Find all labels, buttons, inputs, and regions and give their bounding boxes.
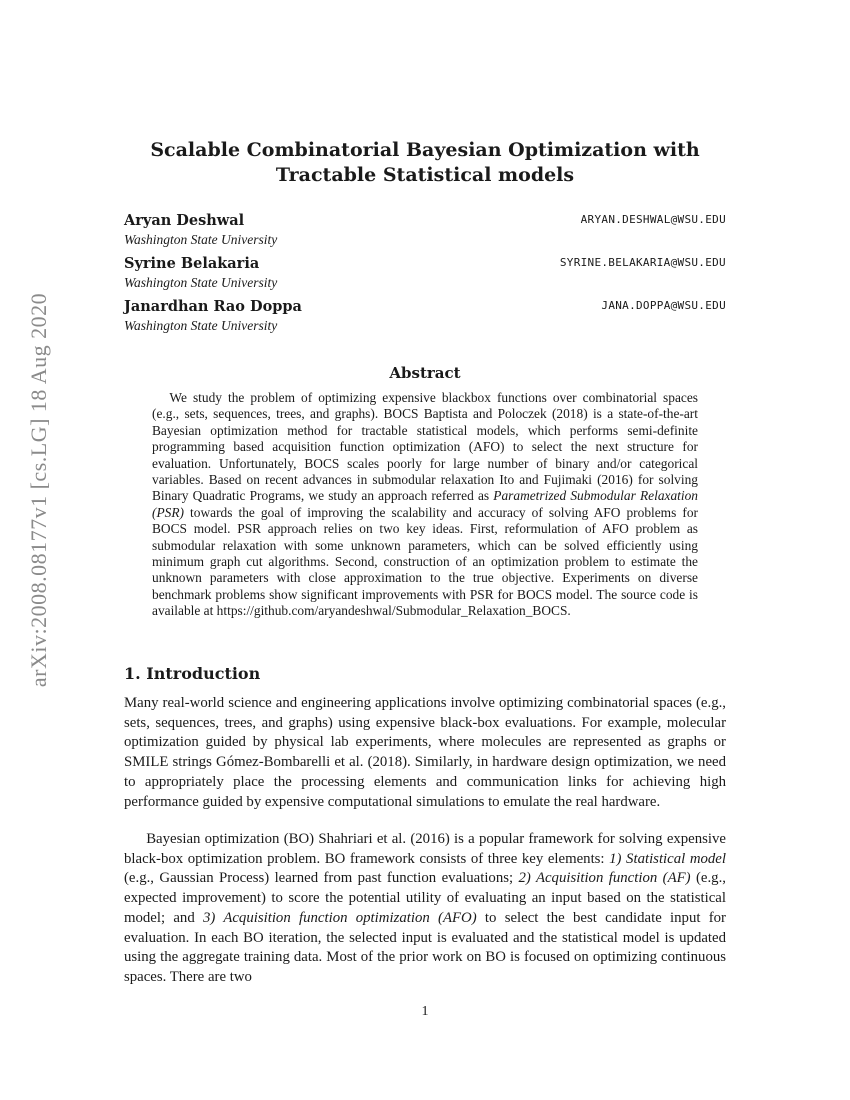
author-email[interactable]: SYRINE.BELAKARIA@WSU.EDU	[559, 256, 726, 269]
page-number: 1	[421, 1004, 429, 1019]
author-email[interactable]: ARYAN.DESHWAL@WSU.EDU	[580, 213, 726, 226]
paragraph-emphasis: 2) Acquisition function (AF)	[518, 870, 691, 887]
arxiv-sidebar	[18, 290, 60, 690]
paragraph-text: Bayesian optimization (BO) Shahriari et al. (2016) is a popular framework for solving expensive black-box optimization problem. BO framework consists of three key elements:	[124, 831, 726, 867]
paragraph-emphasis: 1) Statistical model	[609, 850, 726, 867]
abstract-emphasis: Parametrized Submodular Relaxation (PSR)	[152, 488, 698, 520]
abstract-body	[152, 390, 698, 620]
paper-title	[120, 138, 730, 188]
author-name: Syrine Belakaria	[124, 255, 260, 272]
arxiv-identifier: arXiv:2008.08177v1 [cs.LG] 18 Aug 2020	[26, 292, 51, 688]
paragraph-emphasis: 3) Acquisition function optimization (AFO)	[203, 909, 477, 926]
author-email[interactable]: JANA.DOPPA@WSU.EDU	[601, 299, 726, 312]
author-affiliation: Washington State University	[124, 275, 278, 290]
author-name: Janardhan Rao Doppa	[124, 298, 302, 315]
section-heading: 1. Introduction	[124, 664, 261, 683]
author-affiliation: Washington State University	[124, 318, 278, 333]
author-block	[124, 254, 726, 292]
paragraph-text: to select the best candidate input for evaluation. In each BO iteration, the selected input is evaluated and the statistical model is updated using the aggregate training data. Most of the prior work on BO is focused on optimizing continuous spaces. There are two	[124, 909, 726, 985]
paragraph-text: (e.g., expected improvement) to score the potential utility of evaluating an input based on the statistical model; and	[124, 870, 726, 926]
author-block	[124, 211, 726, 249]
title-line-1: Scalable Combinatorial Bayesian Optimization with	[150, 139, 700, 161]
paragraph-text: (e.g., Gaussian Process) learned from past function evaluations;	[124, 870, 519, 887]
author-block	[124, 297, 726, 335]
abstract-heading: Abstract	[389, 364, 461, 382]
title-line-2: Tractable Statistical models	[275, 164, 575, 186]
author-affiliation: Washington State University	[124, 232, 278, 247]
intro-paragraph-2	[124, 830, 726, 988]
abstract-text: We study the problem of optimizing expensive blackbox functions over combinatorial spaces (e.g., sets, sequences, trees, and graphs). BOCS Baptista and Poloczek (2018) is a state-of-the-art Bayesian optimization method for tractable statistical models, which performs semi-definite programming based acquisition function optimization (AFO) to select the next structure for evaluation. Unfortunately, BOCS scales poorly for large number of binary and/or categorical variables. Based on recent advances in submodular relaxation Ito and Fujimaki (2016) for solving Binary Quadratic Programs, we study an approach referred as	[152, 390, 698, 504]
author-name: Aryan Deshwal	[124, 212, 245, 229]
abstract-text: towards the goal of improving the scalability and accuracy of solving AFO problems for BOCS model. PSR approach relies on two key ideas. First, reformulation of AFO problem as submodular relaxation with some unknown parameters, which can be solved efficiently using minimum graph cut algorithms. Second, construction of an optimization problem to estimate the unknown parameters with close approximation to the true objective. Experiments on diverse benchmark problems show significant improvements with PSR for BOCS model. The source code is available at https://github.com/aryandeshwal/Submodular_Relaxation_BOCS.	[152, 504, 698, 619]
intro-paragraph-1: Many real-world science and engineering applications involve optimizing combinatorial spaces (e.g., sets, sequences, trees, and graphs) using expensive black-box evaluations. For example, molecular optimization guided by physical lab experiments, where molecules are represented as graphs or SMILE strings Gómez-Bombarelli et al. (2018). Similarly, in hardware design optimization, we need to appropriately place the processing elements and communication links for achieving high performance guided by expensive computational simulations to emulate the real hardware.	[124, 695, 726, 810]
